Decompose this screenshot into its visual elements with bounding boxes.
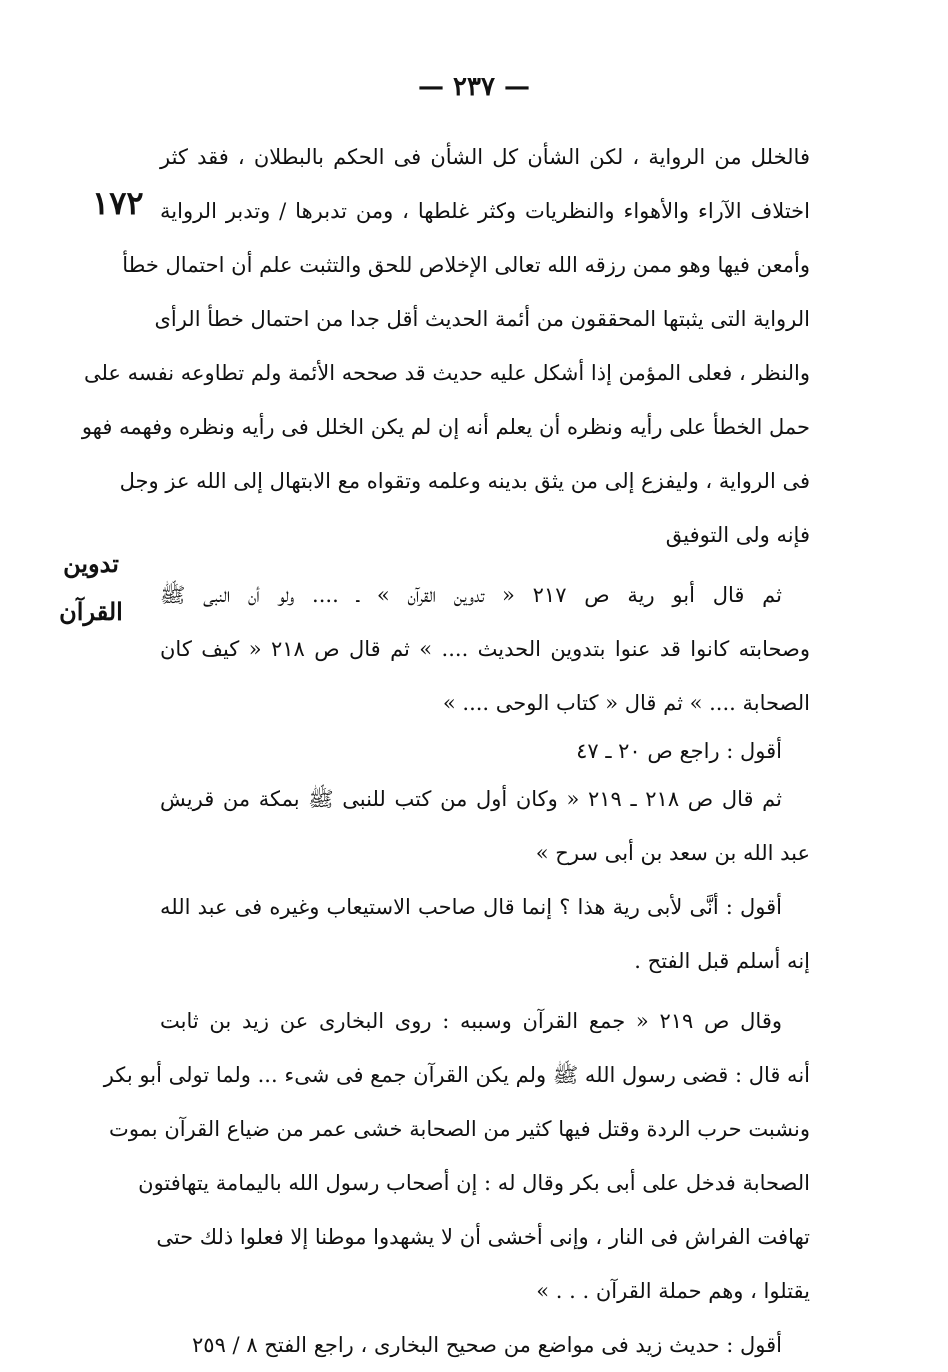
text-line: أقول : أنَّى لأبى رية هذا ؟ إنما قال صاحب الاستيعاب وغيره فى عبد الله xyxy=(160,895,782,919)
paragraph xyxy=(160,772,810,880)
text-line: الرواية التى يثبتها المحققون من أئمة الحديث أقل جدا من احتمال خطأ الرأى xyxy=(154,307,810,331)
paragraph xyxy=(160,1318,810,1372)
text-line: اختلاف الآراء والأهواء والنظريات وكثر غلطها ، ومن تدبرها / وتدبر الرواية xyxy=(160,199,810,223)
text-line: فإنه ولى التوفيق xyxy=(665,523,810,547)
margin-heading-line: القرآن xyxy=(59,597,123,626)
text-line: وصحابته كانوا قد عنوا بتدوين الحديث .... » ثم قال ص ٢١٨ « كيف كان xyxy=(160,637,811,661)
paragraph xyxy=(160,568,810,730)
margin-heading xyxy=(48,540,134,636)
text-line: أقول : راجع ص ٢٠ ـ ٤٧ xyxy=(576,739,782,763)
text-line: عبد الله بن سعد بن أبى سرح » xyxy=(535,841,810,865)
text-line: ثم قال أبو رية ص ٢١٧ « تدوين القرآن » ـ .... ولو أن النبى ﷺ xyxy=(160,583,782,607)
text-line: فالخلل من الرواية ، لكن الشأن كل الشأن فى الحكم بالبطلان ، فقد كثر xyxy=(160,145,810,169)
text-line: الصحابة فدخل على أبى بكر وقال له : إن أصحاب رسول الله باليمامة يتهافتون xyxy=(138,1171,810,1195)
text-line: تهافت الفراش فى النار ، وإنى أخشى أن لا يشهدوا موطنا إلا فعلوا ذلك حتى xyxy=(156,1225,810,1249)
text-line: وأمعن فيها وهو ممن رزقه الله تعالى الإخلاص للحق والتثبت علم أن احتمال خطأ xyxy=(122,253,810,277)
text-line: ونشبت حرب الردة وقتل فيها كثير من الصحابة خشى عمر من ضياع القرآن بموت xyxy=(109,1117,810,1141)
text-line: يقتلوا ، وهم حملة القرآن . . . » xyxy=(536,1279,810,1303)
paragraph xyxy=(160,730,810,772)
margin-page-reference: ١٧٢ xyxy=(92,184,144,222)
text-line: ثم قال ص ٢١٨ ـ ٢١٩ « وكان أول من كتب للنبى ﷺ بمكة من قريش xyxy=(160,787,782,811)
text-line: أقول : حديث زيد فى مواضع من صحيح البخارى ، راجع الفتح ٨ / ٢٥٩ xyxy=(192,1333,782,1357)
text-line: وقال ص ٢١٩ « جمع القرآن وسببه : روى البخارى عن زيد بن ثابت xyxy=(160,1009,783,1033)
paragraph xyxy=(103,994,810,1318)
page-number: — ٢٣٧ — xyxy=(417,72,531,102)
margin-heading-line: تدوين xyxy=(63,549,119,578)
text-line: الصحابة .... » ثم قال « كتاب الوحى .... » xyxy=(442,691,810,715)
text-line: فى الرواية ، وليفزع إلى من يثق بدينه وعلمه وتقواه مع الابتهال إلى الله عز وجل xyxy=(119,469,810,493)
text-line: والنظر ، فعلى المؤمن إذا أشكل عليه حديث قد صححه الأئمة ولم تطاوعه نفسه على xyxy=(83,361,810,385)
paragraph xyxy=(160,880,810,988)
text-line: إنه أسلم قبل الفتح . xyxy=(634,949,810,973)
text-line: أنه قال : قضى رسول الله ﷺ ولم يكن القرآن جمع فى شىء ... ولما تولى أبو بكر xyxy=(103,1063,810,1087)
text-line: حمل الخطأ على رأيه ونظره أن يعلم أنه إن لم يكن الخلل فى رأيه ونظره وفهمه فهو xyxy=(81,415,810,439)
